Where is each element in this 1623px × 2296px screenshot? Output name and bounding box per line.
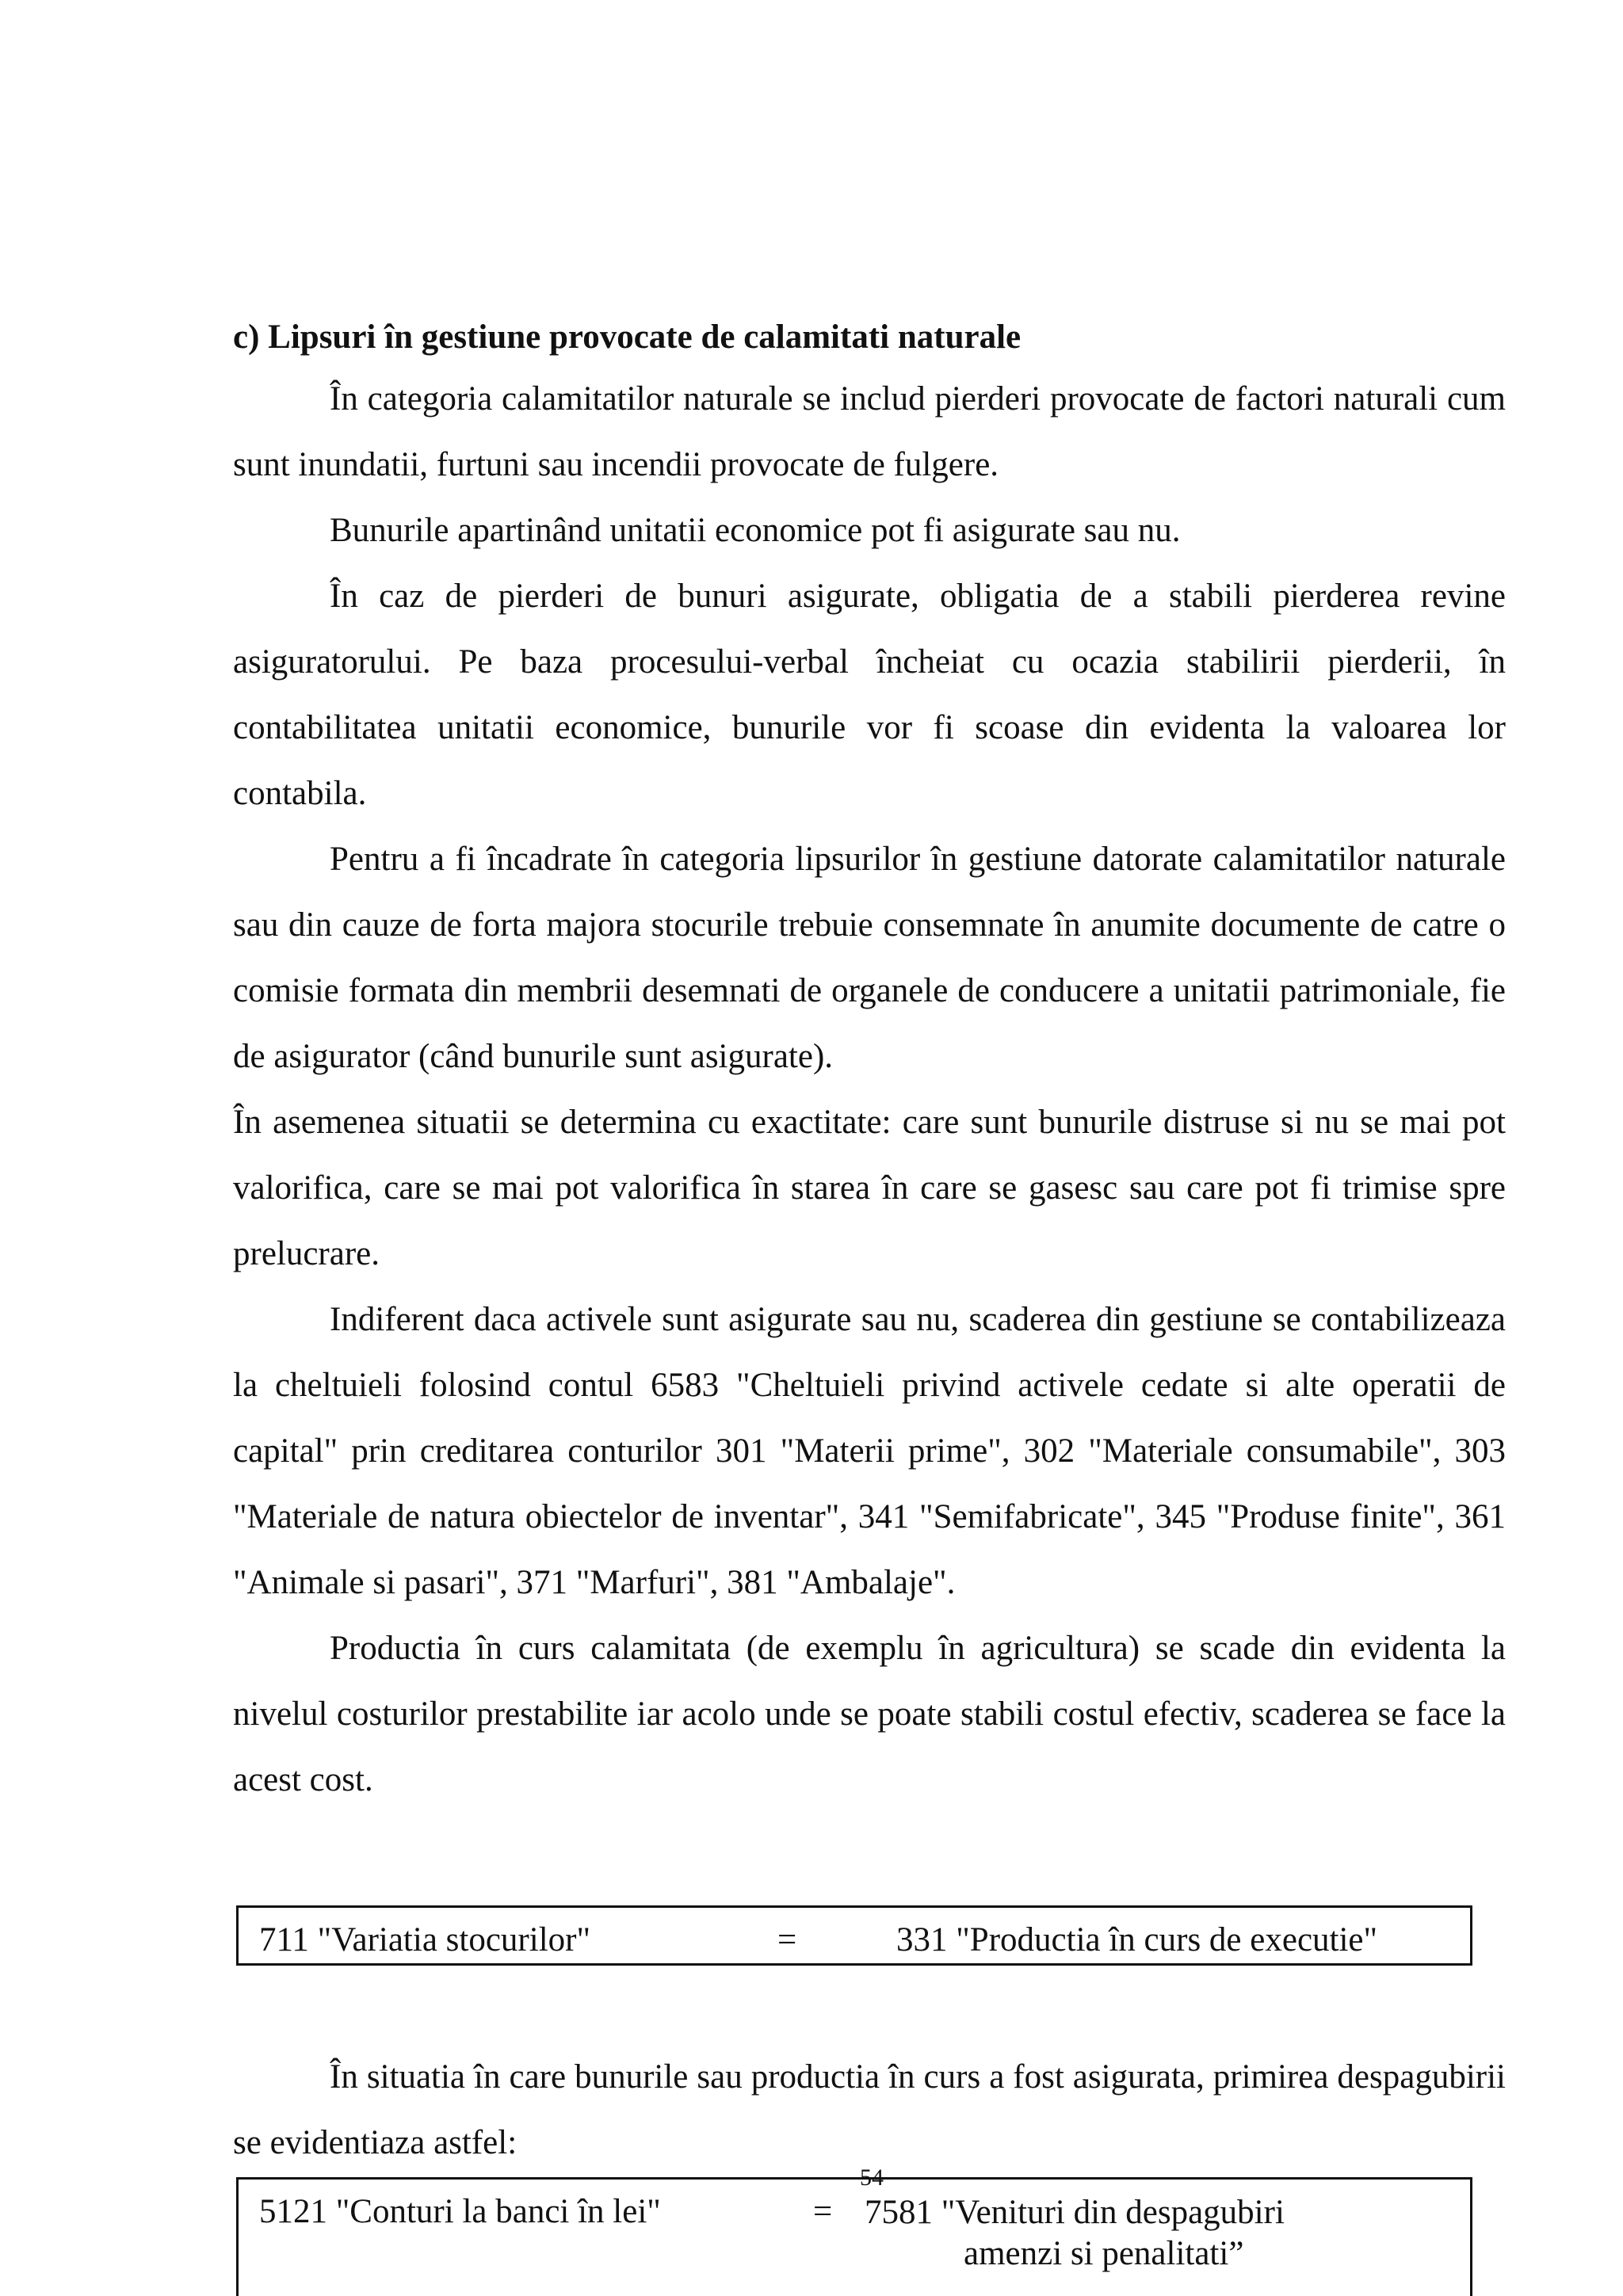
paragraph: Pentru a fi încadrate în categoria lipsurilor în gestiune datorate calamitatilor naturale sau din cauze de forta majora stocurile trebuie consemnate în anumite documente de catre o comisie formata din membrii desemnati de organele de conducere a unitatii patrimoniale, fie de asigurator (când bunurile sunt asigurate). [233, 841, 1506, 1075]
paragraph: Productia în curs calamitata (de exemplu în agricultura) se scade din evidenta la nivelul costurilor prestabilite iar acolo unde se poate stabili costul efectiv, scaderea se face la acest cost. [233, 1630, 1506, 1798]
page-number: 54 [860, 2164, 884, 2191]
document-body-continued [233, 2044, 1506, 2176]
credit-account-line: amenzi si penalitati” [964, 2235, 1244, 2272]
credit-account-line: 7581 "Venituri din despagubiri [865, 2194, 1285, 2231]
equals-sign: = [813, 2193, 833, 2230]
section-heading: c) Lipsuri în gestiune provocate de calamitati naturale [233, 318, 1022, 356]
paragraph: Indiferent daca activele sunt asigurate sau nu, scaderea din gestiune se contabilizeaza la cheltuieli folosind contul 6583 "Cheltuieli privind activele cedate si alte operatii de capital" prin creditarea conturilor 301 "Materii prime", 302 "Materiale consumabile", 303 "Materiale de natura obiectelor de inventar", 341 "Semifabricate", 345 "Produse finite", 361 "Animale si pasari", 371 "Marfuri", 381 "Ambalaje". [233, 1301, 1506, 1601]
document-body [233, 309, 1506, 1813]
paragraph: Bunurile apartinând unitatii economice pot fi asigurate sau nu. [330, 512, 1181, 549]
paragraph: În caz de pierderi de bunuri asigurate, obligatia de a stabili pierderea revine asiguratorului. Pe baza procesului-verbal încheiat cu ocazia stabilirii pierderii, în contabilitatea unitatii economice, bunurile vor fi scoase din evidenta la valoarea lor contabila. [233, 578, 1506, 812]
accounting-entry-box [236, 1905, 1472, 1966]
credit-account [865, 2192, 1285, 2275]
paragraph: În asemenea situatii se determina cu exactitate: care sunt bunurile distruse si nu se mai pot valorifica, care se mai pot valorifica în starea în care se gasesc sau care pot fi trimise spre prelucrare. [233, 1104, 1506, 1272]
equals-sign: = [777, 1921, 797, 1958]
paragraph: În situatia în care bunurile sau productia în curs a fost asigurata, primirea despagubirii se evidentiaza astfel: [233, 2058, 1506, 2161]
accounting-entry-box [236, 2177, 1472, 2296]
credit-account: 331 "Productia în curs de executie" [896, 1921, 1378, 1958]
paragraph: În categoria calamitatilor naturale se includ pierderi provocate de factori naturali cum sunt inundatii, furtuni sau incendii provocate de fulgere. [233, 380, 1506, 483]
debit-account: 711 "Variatia stocurilor" [259, 1921, 591, 1958]
debit-account: 5121 "Conturi la banci în lei" [259, 2193, 661, 2230]
